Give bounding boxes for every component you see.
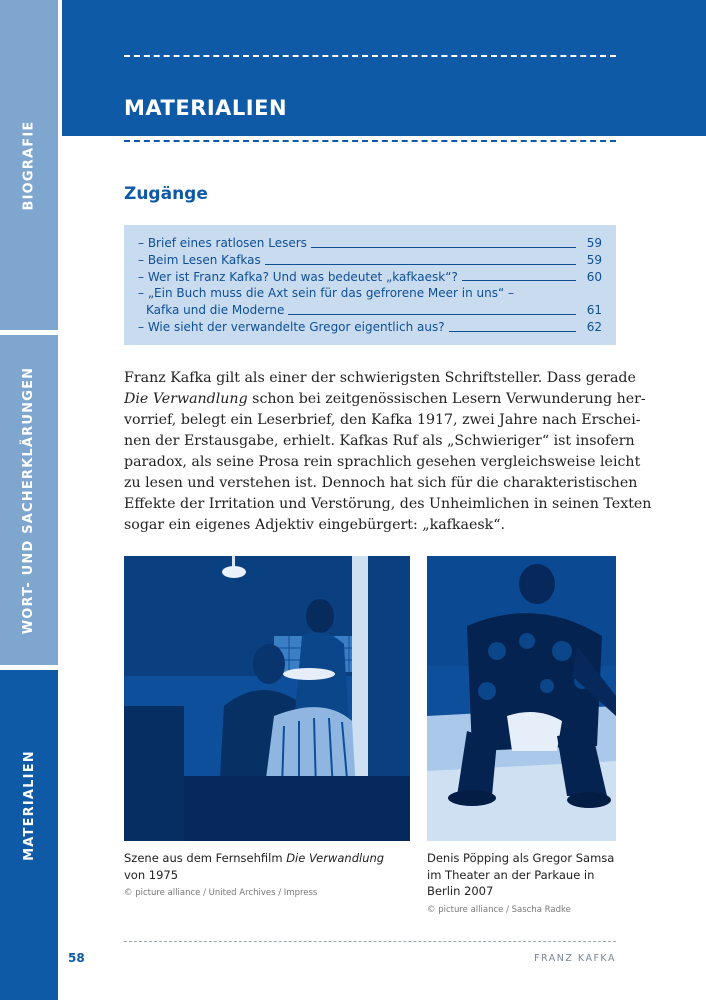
toc-item-page: 59: [586, 236, 602, 250]
toc-item[interactable]: [138, 319, 602, 336]
toc-leader-line: [462, 280, 576, 281]
paragraph-line: paradox, als seine Prosa rein sprachlich gesehen vergleichsweise leicht: [124, 454, 641, 470]
paragraph-line: zu lesen und verstehen ist. Dennoch hat sich für die charakteristischen: [124, 475, 638, 491]
photo-tv-film-scene: [124, 556, 410, 841]
toc-item-page: 62: [586, 319, 602, 334]
paragraph-line-text: schon bei zeitgenössischen Lesern Verwunderung her-: [247, 391, 646, 407]
contents-box: [124, 225, 616, 345]
caption-text: Berlin 2007: [427, 884, 494, 898]
paragraph-line: Franz Kafka gilt als einer der schwierigsten Schriftsteller. Dass gerade: [124, 370, 636, 386]
photo-caption-left: [124, 850, 410, 883]
toc-item-text: – Brief eines ratlosen Lesers: [138, 236, 307, 250]
sidebar-bottom-block: [0, 940, 58, 1000]
toc-item[interactable]: [138, 235, 602, 252]
caption-text: im Theater an der Parkaue in: [427, 867, 595, 882]
contents-list: [138, 235, 602, 336]
toc-item-text: – Wer ist Franz Kafka? Und was bedeutet „kafkaesk“?: [138, 269, 458, 284]
chapter-tab-strip: [0, 0, 58, 1000]
toc-item-text: Kafka und die Moderne: [146, 303, 285, 318]
section-title: Zugänge: [124, 184, 208, 204]
work-title: Die Verwandlung: [124, 391, 248, 407]
paragraph-line: Effekte der Irritation und Verstörung, des Unheimlichen in seinen Texten: [124, 496, 652, 512]
caption-work-title: Die Verwandlung: [286, 851, 385, 865]
toc-item-page: 59: [586, 252, 602, 267]
toc-item[interactable]: [138, 269, 602, 286]
toc-leader-line: [311, 247, 576, 248]
toc-leader-line: [265, 264, 576, 265]
photo-tv-film-scene-art: [124, 556, 410, 841]
photo-credit-right: © picture alliance / Sascha Radke: [427, 905, 571, 915]
caption-text: Szene aus dem Fernsehfilm: [124, 851, 287, 865]
photo-caption-right: [427, 850, 616, 900]
toc-item-text: – Wie sieht der verwandelte Gregor eigentlich aus?: [138, 319, 445, 334]
tab-materialien[interactable]: [0, 670, 58, 940]
caption-text: von 1975: [124, 867, 179, 882]
paragraph-line: vorrief, belegt ein Leserbrief, den Kafka 1917, zwei Jahre nach Erschei-: [124, 412, 641, 428]
toc-leader-line: [449, 331, 576, 332]
page-title: MATERIALIEN: [124, 96, 288, 120]
toc-item-text: – Beim Lesen Kafkas: [138, 252, 261, 267]
tab-materialien-label: MATERIALIEN: [21, 749, 37, 861]
header-underline-dashed: [124, 140, 616, 142]
tab-biografie[interactable]: [0, 0, 58, 330]
photo-credit-left: © picture alliance / United Archives / Impress: [124, 888, 318, 898]
paragraph-line: nen der Erstausgabe, erhielt. Kafkas Ruf als „Schwieriger“ ist insofern: [124, 433, 635, 449]
header-dashed-rule: [124, 55, 616, 57]
tab-biografie-label: BIOGRAFIE: [21, 120, 37, 210]
toc-item-text: – „Ein Buch muss die Axt sein für das gefrorene Meer in uns“ –: [138, 286, 515, 301]
toc-item[interactable]: [138, 252, 602, 269]
photo-theater-performance: [427, 556, 616, 841]
intro-paragraph: [124, 368, 652, 536]
photo-theater-performance-art: [427, 556, 616, 841]
toc-item-continued[interactable]: [138, 302, 602, 319]
paragraph-line: [124, 389, 646, 410]
toc-leader-line: [288, 314, 576, 315]
tab-wort-und-sacherklaerungen[interactable]: [0, 335, 58, 665]
paragraph-line: sogar ein eigenes Adjektiv eingebürgert: „kafkaesk“.: [124, 517, 506, 533]
footer-dashed-rule: [124, 941, 616, 942]
running-footer-title: FRANZ KAFKA: [534, 953, 616, 964]
toc-item-page: 61: [586, 303, 602, 318]
toc-item[interactable]: [138, 285, 602, 302]
tab-wort-label: WORT- UND SACHERKLÄRUNGEN: [21, 366, 37, 634]
page-number: 58: [68, 951, 85, 965]
caption-text: Denis Pöpping als Gregor Samsa: [427, 851, 615, 865]
toc-item-page: 60: [586, 269, 602, 284]
